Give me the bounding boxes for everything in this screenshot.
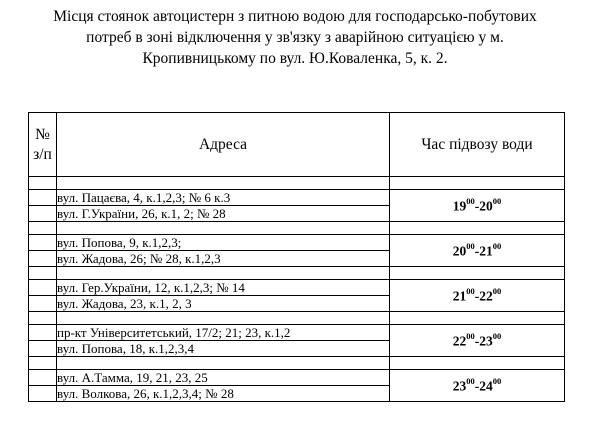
table-row (29, 190, 565, 206)
spacer-row (29, 222, 565, 235)
address-cell: пр-кт Університетський, 17/2; 21; 23, к.1,2 (57, 325, 390, 341)
header-number-abbrev: з/п (33, 145, 52, 163)
row-number (29, 206, 57, 222)
table-row (29, 280, 565, 296)
address-cell: вул. Попова, 9, к.1,2,3; (57, 235, 390, 251)
title-line: Місця стоянок автоцистерн з питною водою для господарсько-побутових (53, 8, 537, 25)
address-cell: вул. А.Тамма, 19, 21, 23, 25 (57, 370, 390, 386)
delivery-time-cell: $21^{00}-22^{00}$ (390, 280, 565, 312)
address-cell: вул. Волкова, 26, к.1,2,3,4; № 28 (57, 386, 390, 402)
delivery-time-cell: $23^{00}-24^{00}$ (390, 370, 565, 402)
spacer-row (29, 357, 565, 370)
address-cell: вул. Попова, 18, к.1,2,3,4 (57, 341, 390, 357)
document-title (0, 6, 590, 69)
row-number (29, 325, 57, 341)
row-number (29, 280, 57, 296)
title-line: Кропивницькому по вул. Ю.Коваленка, 5, к. 2. (142, 50, 448, 67)
delivery-time-cell: $22^{00}-23^{00}$ (390, 325, 565, 357)
table-row (29, 370, 565, 386)
row-number (29, 386, 57, 402)
spacer-row (29, 177, 565, 190)
row-number (29, 235, 57, 251)
header-number-symbol: № (35, 125, 50, 143)
address-cell: вул. Жадова, 26; № 28, к.1,2,3 (57, 251, 390, 267)
header-number (29, 113, 57, 177)
table-row (29, 325, 565, 341)
row-number (29, 341, 57, 357)
delivery-time-cell: $20^{00}-21^{00}$ (390, 235, 565, 267)
address-cell: вул. Жадова, 23, к.1, 2, 3 (57, 296, 390, 312)
water-delivery-schedule-table (28, 112, 565, 402)
row-number (29, 296, 57, 312)
header-address: Адреса (57, 113, 390, 177)
table-row (29, 235, 565, 251)
row-number (29, 370, 57, 386)
row-number (29, 251, 57, 267)
header-delivery-time: Час підвозу води (390, 113, 565, 177)
address-cell: вул. Гер.України, 12, к.1,2,3; № 14 (57, 280, 390, 296)
row-number (29, 190, 57, 206)
spacer-row (29, 312, 565, 325)
delivery-time-cell: $19^{00}-20^{00}$ (390, 190, 565, 222)
address-cell: вул. Г.України, 26, к.1, 2; № 28 (57, 206, 390, 222)
spacer-row (29, 267, 565, 280)
title-line: потреб в зоні відключення у зв'язку з аварійною ситуацією у м. (86, 29, 504, 46)
table-header-row (29, 113, 565, 177)
address-cell: вул. Пацаєва, 4, к.1,2,3; № 6 к.3 (57, 190, 390, 206)
